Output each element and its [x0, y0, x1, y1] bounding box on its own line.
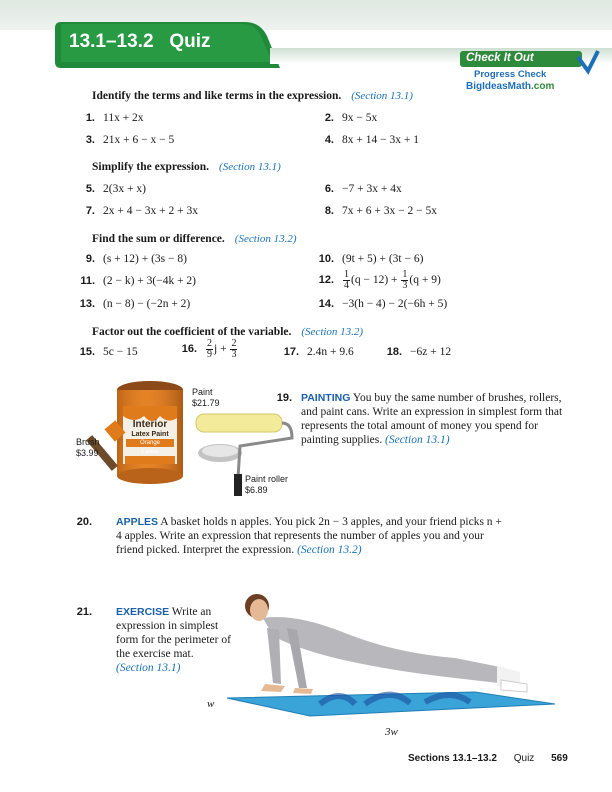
exercise-3: 3. 21x + 6 − x − 5: [85, 134, 175, 146]
section-3-heading: Find the sum or difference. (Section 13.2): [92, 233, 297, 245]
problem-19: 19. PAINTING You buy the same number of brushes, rollers, and paint cans. Write an expression in simplest form that represents the total amount of money you spend for painting supplies. (Section 13.1): [276, 392, 563, 446]
section-4-heading: Factor out the coefficient of the variable. (Section 13.2): [92, 326, 364, 338]
exercise-8: 8. 7x + 6 + 3x − 2 − 5x: [324, 205, 437, 217]
check-it-out-badge[interactable]: [460, 49, 600, 99]
mat-length-label: 3w: [385, 726, 398, 738]
exercise-15: 15. 5c − 15: [79, 346, 138, 358]
section-ref: (Section 13.1): [116, 662, 181, 674]
fraction: $\frac{1}{4}$: [344, 269, 349, 291]
exercise-16: 16. $\frac{2}{9}$ j + $\frac{2}{3}$: [181, 338, 237, 360]
roller-price-label: Paint roller $6.89: [245, 474, 289, 495]
section-2-heading: Simplify the expression. (Section 13.1): [92, 161, 281, 173]
section-ref: (Section 13.1): [385, 434, 450, 446]
exercise-17: 17. 2.4n + 9.6: [283, 346, 354, 358]
footer-quiz: Quiz: [513, 753, 535, 764]
quiz-title: 13.1–13.2 Quiz: [69, 31, 211, 52]
section-ref: (Section 13.1): [351, 90, 413, 102]
problem-21: 21. EXERCISE Write an expression in simplest form for the perimeter of the exercise mat. (Section 13.1): [76, 606, 231, 674]
exercise-2: 2. 9x − 5x: [324, 112, 378, 124]
exercise-4: 4. 8x + 14 − 3x + 1: [324, 134, 419, 146]
section-ref: (Section 13.2): [301, 326, 364, 338]
section-ref: (Section 13.2): [297, 544, 362, 556]
fraction: $\frac{1}{3}$: [402, 269, 408, 291]
section-ref: (Section 13.2): [234, 233, 297, 245]
page-number: 569: [551, 753, 568, 764]
exercise-7: 7. 2x + 4 − 3x + 2 + 3x: [85, 205, 198, 217]
exercise-mat-illustration: [207, 588, 565, 738]
exercise-11: 11. (2 − k) + 3(−4k + 2): [80, 275, 197, 287]
paint-can-label: Interior Latex Paint Orange 1 gallon: [126, 420, 174, 457]
badge-title: Check It Out: [466, 52, 534, 64]
mat-width-label: w: [207, 698, 215, 710]
badge-site: BigIdeasMath: [466, 81, 532, 92]
exercise-10: 10. (9t + 5) + (3t − 6): [318, 253, 424, 265]
badge-subtitle: Progress Check: [474, 69, 547, 80]
section-ref: (Section 13.1): [219, 161, 281, 173]
exercise-18: 18. −6z + 12: [386, 346, 452, 358]
fraction: $\frac{2}{3}$: [231, 338, 237, 360]
problem-keyword: EXERCISE: [116, 606, 170, 618]
section-1-heading: Identify the terms and like terms in the expression. (Section 13.1): [92, 90, 413, 102]
page-footer: [408, 753, 568, 764]
exercise-14: 14. −3(h − 4) − 2(−6h + 5): [318, 298, 448, 310]
brush-price-label: Brush $3.99: [76, 437, 100, 458]
exercise-9: 9. (s + 12) + (3s − 8): [85, 253, 187, 265]
fraction: $\frac{2}{9}$: [207, 338, 212, 360]
badge-site-suffix: .com: [531, 81, 555, 92]
exercise-5: 5. 2(3x + x): [85, 183, 146, 195]
problem-keyword: PAINTING: [301, 392, 351, 404]
exercise-mat-art: [215, 588, 565, 728]
footer-sections: Sections 13.1–13.2: [408, 753, 497, 764]
quiz-title-tab: [55, 22, 280, 68]
problem-20: 20. APPLES A basket holds n apples. You pick 2n − 3 apples, and your friend picks n + 4 apples. Write an expression that represents the number of apples you and your friend picked. Interpret the expression. (Section 13.2): [76, 516, 502, 556]
exercise-12: 12. $\frac{1}{4}$ (q − 12) + $\frac{1}{3}$ (q + 9): [318, 269, 441, 291]
exercise-6: 6. −7 + 3x + 4x: [324, 183, 402, 195]
problem-keyword: APPLES: [116, 516, 159, 528]
paint-price-label: Paint $21.79: [192, 387, 220, 408]
exercise-13: 13. (n − 8) − (−2n + 2): [79, 298, 191, 310]
exercise-1: 1. 11x + 2x: [85, 112, 144, 124]
